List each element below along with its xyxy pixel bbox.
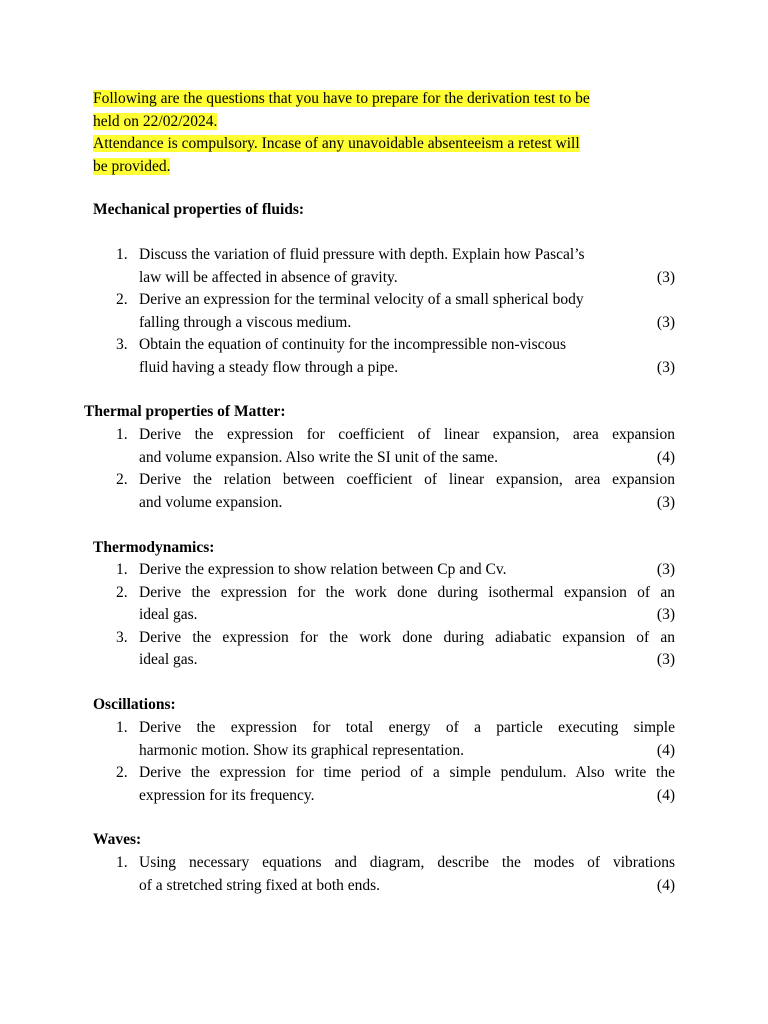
- question-marks: (3): [656, 313, 675, 331]
- question-text: of a stretched string fixed at both ends.: [139, 876, 381, 894]
- question-number: 1.: [116, 246, 128, 263]
- question-text-last-line: [139, 447, 675, 470]
- question-item: [0, 289, 768, 334]
- question-item: [0, 244, 768, 289]
- question-text-last-line: [139, 740, 675, 763]
- section-heading-thermodynamics: Thermodynamics:: [93, 539, 215, 556]
- question-text: fluid having a steady flow through a pipe.: [139, 358, 399, 376]
- section-heading-fluids: Mechanical properties of fluids:: [93, 201, 305, 218]
- question-text: falling through a viscous medium.: [139, 313, 352, 331]
- question-item: [0, 852, 768, 897]
- question-text: Derive the expression for time period of a simple pendulum. Also write the: [139, 764, 675, 782]
- question-list-fluids: [0, 244, 768, 380]
- question-text: and volume expansion.: [139, 493, 283, 511]
- section-heading-waves: Waves:: [93, 831, 142, 848]
- question-number: 1.: [116, 854, 128, 871]
- question-text: Derive the expression for the work done during adiabatic expansion of an: [139, 628, 675, 646]
- question-marks: (3): [656, 358, 675, 376]
- question-text: ideal gas.: [139, 651, 198, 669]
- question-number: 3.: [116, 336, 128, 354]
- question-marks: (3): [656, 606, 675, 624]
- question-item: [0, 627, 768, 672]
- question-text: Obtain the equation of continuity for the incompressible non-viscous: [139, 336, 567, 354]
- question-text: Discuss the variation of fluid pressure with depth. Explain how Pascal’s: [139, 246, 585, 263]
- question-text: Derive the expression to show relation between Cp and Cv.: [139, 561, 507, 578]
- question-marks: (4): [656, 741, 675, 759]
- question-number: 1.: [116, 561, 128, 578]
- notice-line: be provided.: [93, 158, 171, 176]
- question-number: 2.: [116, 764, 128, 782]
- question-text: expression for its frequency.: [139, 786, 315, 804]
- question-item: [0, 717, 768, 762]
- question-marks: (4): [656, 448, 675, 466]
- question-list-thermodynamics: [0, 559, 768, 672]
- notice-line: Following are the questions that you have to prepare for the derivation test to be: [93, 90, 590, 107]
- question-number: 2.: [116, 471, 128, 489]
- question-text: ideal gas.: [139, 606, 198, 624]
- test-notice: [93, 88, 683, 179]
- question-text: and volume expansion. Also write the SI unit of the same.: [139, 448, 499, 466]
- question-text-last-line: [139, 357, 675, 380]
- question-text-last-line: [139, 785, 675, 808]
- question-item: [0, 762, 768, 807]
- question-marks: (4): [656, 786, 675, 804]
- question-item: [0, 334, 768, 379]
- question-text: Derive an expression for the terminal velocity of a small spherical body: [139, 291, 584, 309]
- question-item: [0, 469, 768, 514]
- question-text: Using necessary equations and diagram, describe the modes of vibrations: [139, 854, 675, 871]
- question-marks: (3): [656, 561, 675, 578]
- question-text: Derive the expression for total energy of a particle executing simple: [139, 719, 675, 736]
- question-text-last-line: [139, 875, 675, 898]
- question-number: 3.: [116, 628, 128, 646]
- notice-line: held on 22/02/2024.: [93, 112, 218, 130]
- notice-line: Attendance is compulsory. Incase of any unavoidable absenteeism a retest will: [93, 135, 580, 153]
- question-text-last-line: [139, 559, 675, 582]
- question-text: harmonic motion. Show its graphical representation.: [139, 741, 464, 759]
- question-text-last-line: [139, 604, 675, 627]
- question-number: 2.: [116, 583, 128, 601]
- question-marks: (3): [656, 493, 675, 511]
- section-heading-thermal: Thermal properties of Matter:: [84, 403, 286, 420]
- question-list-waves: [0, 852, 768, 897]
- question-marks: (4): [656, 876, 675, 894]
- question-item: [0, 424, 768, 469]
- question-item: [0, 582, 768, 627]
- question-list-oscillations: [0, 717, 768, 807]
- question-text: Derive the relation between coefficient of linear expansion, area expansion: [139, 471, 675, 489]
- question-text: law will be affected in absence of gravity.: [139, 268, 398, 286]
- question-number: 1.: [116, 719, 128, 736]
- question-text: Derive the expression for coefficient of linear expansion, area expansion: [139, 426, 675, 443]
- question-item: [0, 559, 768, 582]
- question-text-last-line: [139, 267, 675, 290]
- question-marks: (3): [656, 268, 675, 286]
- question-text-last-line: [139, 312, 675, 335]
- question-text-last-line: [139, 492, 675, 515]
- question-text-last-line: [139, 649, 675, 672]
- question-marks: (3): [656, 651, 675, 669]
- question-text: Derive the expression for the work done during isothermal expansion of an: [139, 583, 675, 601]
- question-number: 1.: [116, 426, 128, 443]
- question-list-thermal: [0, 424, 768, 514]
- question-number: 2.: [116, 291, 128, 309]
- section-heading-oscillations: Oscillations:: [93, 696, 176, 713]
